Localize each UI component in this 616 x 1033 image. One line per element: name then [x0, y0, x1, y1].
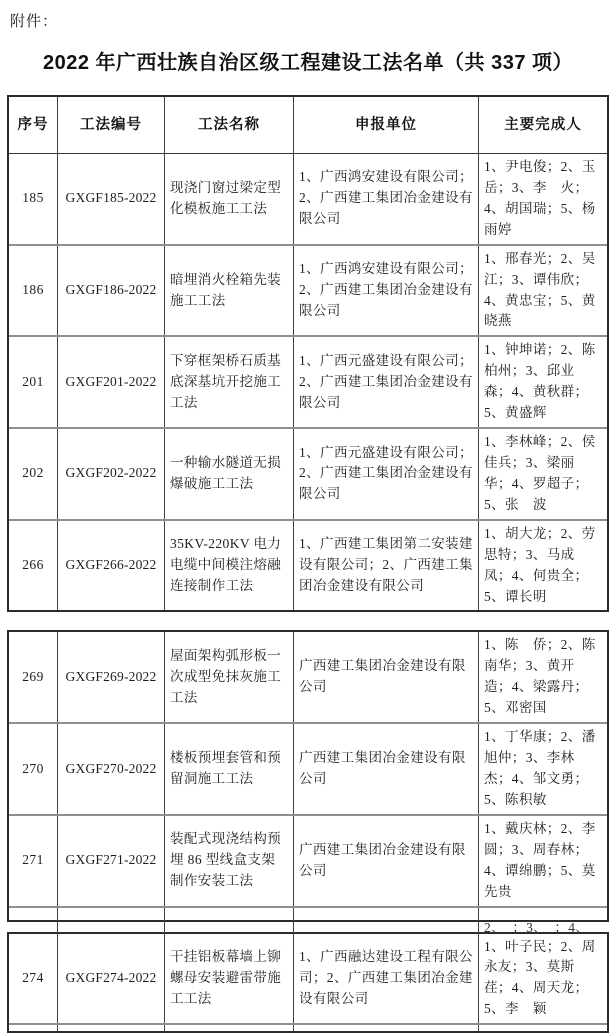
col-header-org: 申报单位 [293, 97, 478, 153]
row-no: 186 [9, 246, 57, 336]
row-no: 270 [9, 724, 57, 814]
row-no: 269 [9, 632, 57, 722]
row-no: 266 [9, 521, 57, 611]
row-people: 1、邢春光；2、吴江；3、谭伟欣；4、黄忠宝；5、黄晓燕 [478, 246, 607, 336]
col-header-code: 工法编号 [57, 97, 164, 153]
table-row-271 [9, 814, 607, 906]
row-people: 1、李林峰；2、侯佳兵；3、梁丽华；4、罗超子；5、张 波 [478, 429, 607, 519]
row-code: GXGF274-2022 [57, 934, 164, 1024]
row-org: 广西建工集团冶金建设有限公司 [293, 724, 478, 814]
row-org: 广西建工集团冶金建设有限公司 [293, 816, 478, 906]
row-no: 274 [9, 934, 57, 1024]
row-code: GXGF185-2022 [57, 154, 164, 244]
row-org: 1、广西鸿安建设有限公司；2、广西建工集团冶金建设有限公司 [293, 154, 478, 244]
row-org: 1、广西融达建设工程有限公司；2、广西建工集团冶金建设有限公司 [293, 934, 478, 1024]
row-org: 广西建工集团冶金建设有限公司 [293, 632, 478, 722]
table-segment-3 [7, 932, 609, 1033]
row-people: 1、陈 侨；2、陈南华；3、黄开造；4、梁露丹；5、邓密国 [478, 632, 607, 722]
row-method-name: 现浇门窗过梁定型化模板施工工法 [164, 154, 293, 244]
table-row-201 [9, 335, 607, 427]
col-header-people: 主要完成人 [478, 97, 607, 153]
row-code: GXGF271-2022 [57, 816, 164, 906]
row-method-name: 暗埋消火栓箱先装施工工法 [164, 246, 293, 336]
row-code: GXGF201-2022 [57, 337, 164, 427]
row-org: 1、广西建工集团第二安装建设有限公司；2、广西建工集团冶金建设有限公司 [293, 521, 478, 611]
table-header-row [9, 97, 607, 153]
row-method-name: 下穿框架桥石质基底深基坑开挖施工工法 [164, 337, 293, 427]
table-row-186 [9, 244, 607, 336]
empty-partial-row [9, 1023, 607, 1031]
row-method-name: 屋面架构弧形板一次成型免抹灰施工工法 [164, 632, 293, 722]
row-people: 1、戴庆林；2、李圆；3、周春林；4、谭绵鹏；5、莫先贵 [478, 816, 607, 906]
row-code: GXGF270-2022 [57, 724, 164, 814]
clipped-text-fragment: 2、 ；3、 ；4、 [484, 918, 589, 939]
table-row-266 [9, 519, 607, 611]
row-code: GXGF269-2022 [57, 632, 164, 722]
row-no: 185 [9, 154, 57, 244]
row-no: 271 [9, 816, 57, 906]
col-header-no: 序号 [9, 97, 57, 153]
row-no [9, 1025, 57, 1031]
row-people: 1、尹电俊；2、玉岳；3、李 火；4、胡国瑞；5、杨雨婷 [478, 154, 607, 244]
row-people: 1、钟坤诺；2、陈柏州；3、邱业森；4、黄秋群；5、黄盛辉 [478, 337, 607, 427]
row-code: GXGF266-2022 [57, 521, 164, 611]
table-row-185 [9, 153, 607, 244]
attachment-label: 附件： [10, 10, 58, 31]
clipped-partial-row [9, 906, 607, 920]
table-segment-2 [7, 630, 609, 921]
row-method-name: 装配式现浇结构预埋 86 型线盒支架制作安装工法 [164, 816, 293, 906]
row-org: 1、广西鸿安建设有限公司；2、广西建工集团冶金建设有限公司 [293, 246, 478, 336]
row-people: 1、胡大龙；2、劳思特；3、马成凤；4、何贵全；5、谭长明 [478, 521, 607, 611]
row-org: 1、广西元盛建设有限公司；2、广西建工集团冶金建设有限公司 [293, 429, 478, 519]
table-row-202 [9, 427, 607, 519]
method-list-table [7, 95, 609, 1033]
page-break-gap [7, 612, 609, 630]
table-row-270 [9, 722, 607, 814]
row-method-name [164, 1025, 293, 1031]
page-title: 2022 年广西壮族自治区级工程建设工法名单（共 337 项） [0, 46, 616, 75]
row-people: 1、丁华康；2、潘旭仲；3、李林杰；4、邹文勇；5、陈积敏 [478, 724, 607, 814]
row-org: 1、广西元盛建设有限公司；2、广西建工集团冶金建设有限公司 [293, 337, 478, 427]
row-org [293, 1025, 478, 1031]
table-segment-1 [7, 95, 609, 612]
row-people [478, 1025, 607, 1031]
row-method-name: 35KV-220KV 电力电缆中间模注熔融连接制作工法 [164, 521, 293, 611]
table-row-274 [9, 934, 607, 1024]
table-row-269 [9, 632, 607, 722]
row-method-name: 楼板预埋套管和预留洞施工工法 [164, 724, 293, 814]
col-header-name: 工法名称 [164, 97, 293, 153]
row-code: GXGF202-2022 [57, 429, 164, 519]
row-code [57, 1025, 164, 1031]
row-people: 1、叶子民；2、周永友；3、莫斯荏；4、周天龙；5、李 颖 [478, 934, 607, 1024]
row-code: GXGF186-2022 [57, 246, 164, 336]
row-method-name: 干挂铝板幕墙上铆螺母安装避雷带施工工法 [164, 934, 293, 1024]
row-method-name: 一种输水隧道无损爆破施工工法 [164, 429, 293, 519]
row-no: 202 [9, 429, 57, 519]
row-no: 201 [9, 337, 57, 427]
